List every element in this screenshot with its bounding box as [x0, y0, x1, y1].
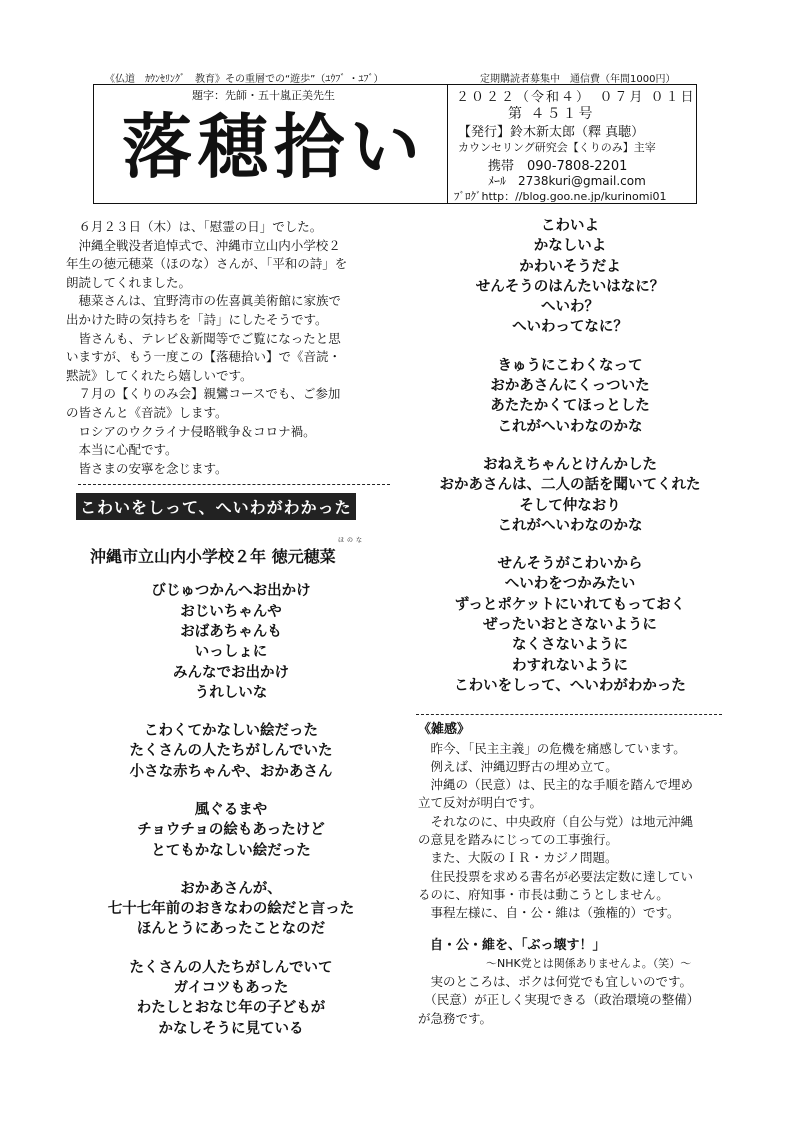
subscription-notice: 定期購読者募集中 通信費（年間1000円） — [480, 74, 676, 85]
intro-text — [66, 218, 396, 478]
poem-line: たくさんの人たちがしんでいて — [129, 959, 333, 976]
essay-closing — [418, 973, 730, 1028]
poem-line: ほんとうにあったことなのだ — [136, 921, 326, 938]
poem-line: 小さな赤ちゃんや、おかあさん — [129, 763, 333, 780]
publisher: 【発行】鈴木新太郎（釋 真聴） — [458, 125, 645, 140]
poem-line: きゅうにこわくなって — [497, 357, 643, 374]
poem-line: びじゅつかんへお出かけ — [151, 583, 311, 600]
poem-line: かわいそうだよ — [519, 258, 621, 275]
issue-number: 第 ４５１号 — [508, 106, 595, 122]
poem-line: へいわをつかみたい — [504, 576, 636, 593]
poem-stanza — [410, 356, 730, 437]
text-line: 本当に心配です。 — [66, 442, 178, 458]
poem-line: あたたかくてほっとした — [490, 398, 650, 415]
newsletter-logo: 落穂拾い — [122, 105, 426, 188]
poem-line: おばあちゃんも — [180, 623, 282, 640]
poem-line: かなしいよ — [533, 238, 607, 255]
text-line: 例えば、沖縄辺野古の埋め立て。 — [418, 758, 618, 774]
poem-stanza — [66, 879, 396, 940]
text-line: 出かけた時の気持ちを「詩」にしたそうです。 — [66, 311, 328, 327]
poem-line: へいわ？ — [541, 299, 599, 316]
text-line: 沖縄全戦没者追悼式で、沖縄市立山内小学校２ — [66, 237, 341, 253]
text-line: （民意）が正しく実現できる（政治環境の整備） — [418, 992, 700, 1008]
poem-line: いっしょに — [194, 644, 268, 661]
poem-line: 風ぐるまや — [194, 801, 268, 818]
text-line: 穂菜さんは、宜野湾市の佐喜眞美術館に家族で — [66, 293, 342, 309]
text-line: ６月２３日（木）は、「慰霊の日」でした。 — [66, 219, 323, 234]
poem-line: せんそうのはんたいはなに？ — [475, 278, 665, 295]
poem-line: とてもかなしい絵だった — [151, 842, 311, 859]
divider — [78, 484, 390, 485]
organization: カウンセリング研究会【くりのみ】主宰 — [458, 141, 656, 154]
poem-title: こわいをしって、へいわがわかった — [76, 493, 356, 520]
text-line: ７月の【くりのみ会】親鸞コースでも、ご参加 — [66, 386, 341, 402]
poem-line: たくさんの人たちがしんでいた — [129, 743, 333, 760]
text-line: 黙読》してくれたら嬉しいです。 — [66, 367, 253, 383]
text-line: 立て反対が明白です。 — [418, 795, 543, 811]
top-tagline: 《仏道 ｶｳﾝｾﾘﾝｸﾞ 教育》その重層での“遊歩”（ﾕｳﾌﾞ ・ﾕﾌﾞ） — [105, 74, 384, 85]
poem-line: ぜったいおとさないように — [483, 617, 657, 634]
poem-stanza — [410, 554, 730, 696]
essay-heading: 《雑感》 — [418, 722, 471, 738]
text-line: の皆さんと《音読》します。 — [66, 404, 228, 420]
author-name: 沖縄市立山内小学校２年 徳元穂菜 — [90, 547, 336, 567]
text-line: 皆さんも、テレビ＆新聞等でご覧になったと思 — [66, 330, 341, 346]
poem-line: おじいちゃんや — [180, 603, 282, 620]
poem-line: おかあさんが、 — [180, 880, 282, 897]
left-column — [66, 218, 396, 1057]
poem-line: ずっとポケットにいれてもっておく — [454, 596, 686, 613]
poem-left — [66, 581, 396, 1039]
essay — [418, 721, 730, 1028]
text-line: それなのに、中央政府（自公与党）は地元沖縄 — [418, 813, 694, 829]
text-line: 年生の徳元穂菜（ほのな）さんが、「平和の詩」を — [66, 256, 348, 272]
author-ruby: ほのな — [338, 537, 366, 545]
newsletter-header — [93, 84, 697, 204]
poem-stanza — [66, 581, 396, 703]
poem-stanza — [66, 958, 396, 1039]
text-line: また、大阪のＩＲ・カジノ問題。 — [418, 850, 618, 866]
text-line: 住民投票を求める書名が必要法定数に達してい — [418, 868, 694, 884]
essay-aside: ～NHK党とは関係ありませんよ。（笑）～ — [486, 956, 692, 970]
text-line: 実のところは、ボクは何党でも宜しいのです。 — [418, 974, 693, 990]
text-line: 皆さまの安寧を念じます。 — [66, 460, 228, 476]
poem-line: こわいよ — [541, 218, 599, 234]
poem-line: わたしとおなじ年の子どもが — [136, 1000, 326, 1017]
poem-line: そして仲なおり — [519, 497, 621, 514]
poem-line: せんそうがこわいから — [497, 556, 643, 573]
text-line: 事程左様に、自・公・維は（強権的）です。 — [418, 905, 680, 921]
right-column — [410, 218, 730, 1028]
poem-right — [410, 216, 730, 696]
text-line: 昨今、「民主主義」の危機を痛感しています。 — [418, 740, 686, 756]
poem-line: こわくてかなしい絵だった — [144, 723, 318, 740]
email-address: ﾒｰﾙ 2738kuri@gmail.com — [488, 174, 646, 188]
poem-stanza — [410, 455, 730, 536]
poem-line: これがへいわなのかな — [497, 418, 643, 435]
masthead — [94, 85, 448, 203]
text-line: の意見を踏みにじっての工事強行。 — [418, 832, 619, 848]
text-line: いますが、もう一度この【落穂拾い】で《音読・ — [66, 349, 342, 365]
divider — [416, 714, 722, 715]
poem-line: みんなでお出かけ — [173, 664, 289, 681]
text-line: 朗読してくれました。 — [66, 274, 192, 290]
poem-stanza — [410, 216, 730, 338]
poem-stanza — [66, 721, 396, 782]
poem-line: 七十七年前のおきなわの絵だと言った — [107, 901, 355, 918]
phone-number: 携帯 090-7808-2201 — [488, 159, 628, 174]
blog-url: ﾌﾞﾛｸﾞhttp：//blog.goo.ne.jp/kurinomi01 — [454, 190, 667, 203]
essay-subheading: 自・公・維を、「ぶっ壊す！」 — [430, 937, 606, 953]
text-line: ロシアのウクライナ侵略戦争＆コロナ禍。 — [66, 423, 316, 439]
poem-line: わすれないように — [512, 657, 628, 674]
poem-author — [90, 537, 396, 567]
poem-line: チョウチョの絵もあったけど — [137, 822, 325, 839]
issue-date: ２０２２（令和４） ０７月 ０１日 — [456, 90, 696, 105]
poem-line: うれしいな — [194, 684, 268, 701]
issue-info — [448, 85, 696, 203]
poem-line: おかあさんは、二人の話を聞いてくれた — [439, 477, 701, 494]
poem-line: へいわってなに？ — [512, 319, 628, 336]
poem-line: これがへいわなのかな — [497, 517, 643, 534]
text-line: 沖縄の（民意）は、民主的な手順を踏んで埋め — [418, 777, 694, 793]
text-line: るのに、府知事・市長は動こうとしません。 — [418, 886, 669, 902]
calligraphy-credit: 題字：先師・五十嵐正美先生 — [192, 89, 335, 102]
poem-line: なくさないように — [512, 637, 628, 654]
text-line: が急務です。 — [418, 1010, 493, 1026]
poem-line: ガイコツもあった — [173, 980, 289, 997]
poem-stanza — [66, 800, 396, 861]
poem-line: こわいをしって、へいわがわかった — [454, 677, 686, 694]
poem-line: おねえちゃんとけんかした — [483, 456, 657, 473]
poem-line: おかあさんにくっついた — [490, 378, 650, 395]
essay-body — [418, 740, 730, 923]
poem-line: かなしそうに見ている — [158, 1020, 304, 1037]
